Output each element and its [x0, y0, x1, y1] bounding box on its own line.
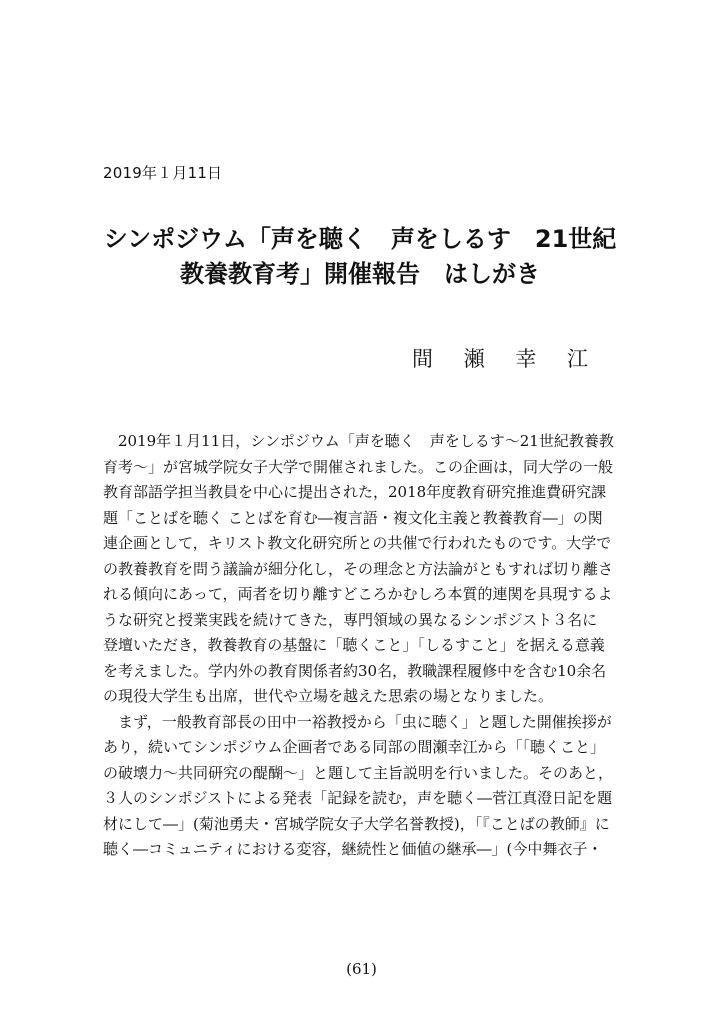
body-line: 2019年１月11日，シンポジウム「声を聴く 声をしるす～21世紀教養教 — [103, 432, 614, 450]
body-line: の現役大学生も出席，世代や立場を越えた思索の場となりました。 — [103, 687, 554, 705]
body-line: 連企画として，キリスト教文化研究所との共催で行われたものです。大学で — [103, 534, 612, 552]
body-line: を考えました。学内外の教育関係者約30名，教職課程履修中を含む10余名 — [103, 661, 607, 680]
body-line: の破壊力～共同研究の醍醐～」と題して主旨説明を行いました。そのあと， — [103, 763, 614, 782]
author-name: 間 瀬 幸 江 — [411, 347, 600, 371]
page-number: (61) — [346, 960, 377, 978]
body-line: ３人のシンポジストによる発表「記録を読む，声を聴く―菅江真澄日記を題 — [103, 789, 613, 807]
document-title — [60, 222, 660, 292]
body-line: まず，一般教育部長の田中一裕教授から「虫に聴く」と題した開催挨拶が — [103, 712, 612, 731]
document-date: 2019年１月11日 — [103, 164, 223, 182]
body-line: 育考～」が宮城学院女子大学で開催されました。この企画は，同大学の一般 — [103, 457, 614, 476]
title-line-1: シンポジウム「声を聴く 声をしるす 21世紀 — [103, 225, 617, 253]
body-line: の教養教育を問う議論が細分化し，その理念と方法論がともすれば切り離さ — [103, 559, 614, 578]
body-line: 材にして―」(菊池勇夫・宮城学院女子大学名誉教授)，「『ことばの教師』に — [103, 814, 610, 833]
body-line: れる傾向にあって，両者を切り離すどころかむしろ本質的連関を具現するよ — [103, 585, 613, 603]
body-line: 聴く―コミュニティにおける変容，継続性と価値の継承―」(今中舞衣子・ — [103, 840, 603, 858]
body-line: うな研究と授業実践を続けてきた，専門領域の異なるシンポジスト３名に — [103, 610, 598, 629]
body-text — [103, 429, 623, 863]
body-line: あり，続いてシンポジウム企画者である同部の間瀬幸江から「「聴くこと」 — [103, 738, 605, 756]
body-line: 題「ことばを聴く ことばを育む―複言語・複文化主義と教養教育―」の関 — [103, 508, 603, 527]
body-line: 登壇いただき，教養教育の基盤に「聴くこと」「しるすこと」を据える意義 — [103, 636, 605, 654]
body-line: 教育部語学担当教員を中心に提出された，2018年度教育研究推進費研究課 — [103, 483, 607, 501]
title-line-2: 教養教育考」開催報告 はしがき — [180, 260, 540, 288]
